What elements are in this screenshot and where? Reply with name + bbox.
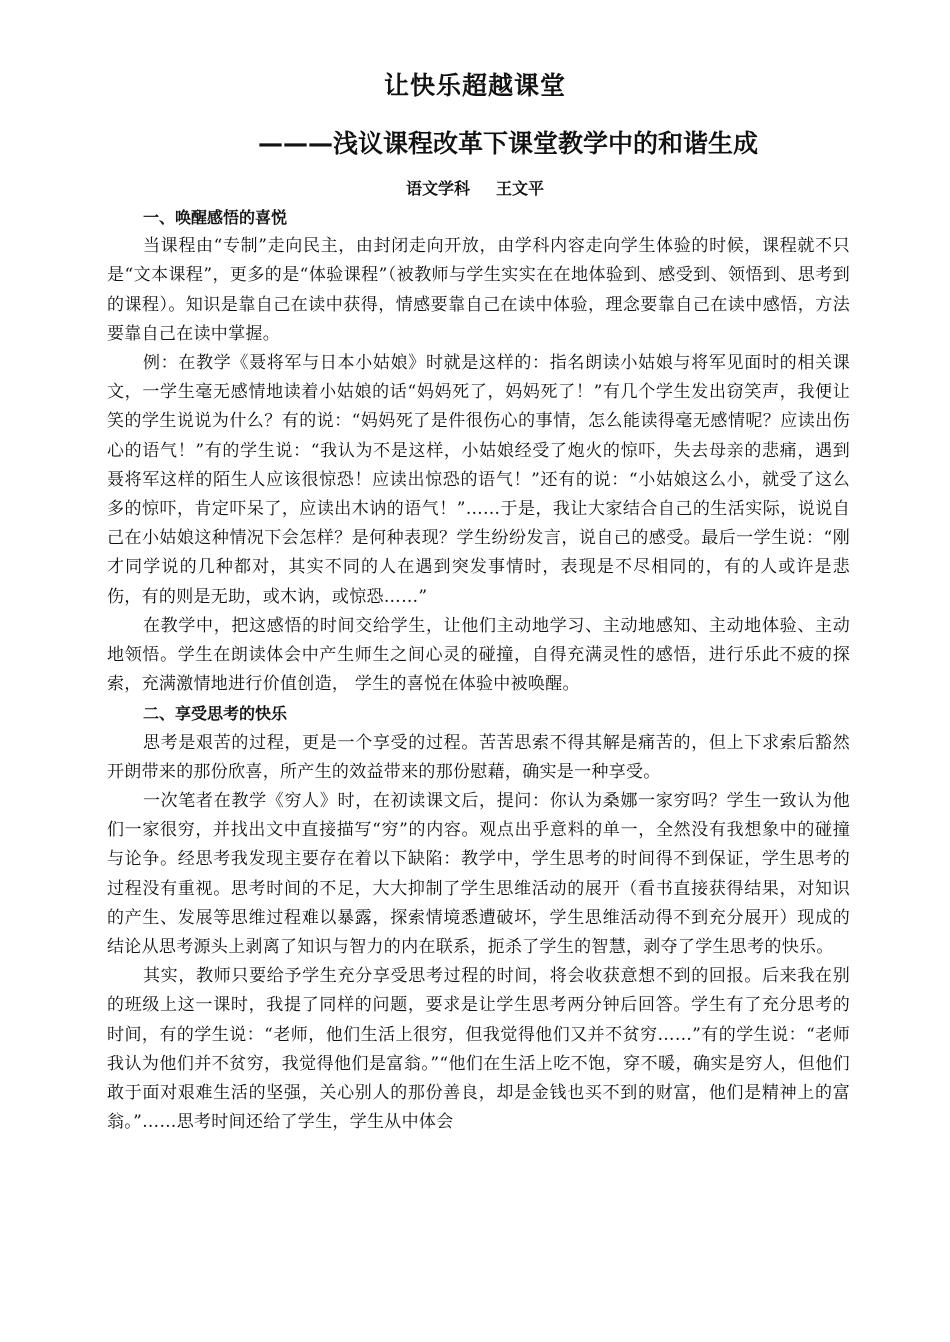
author-subject: 语文学科 xyxy=(405,179,470,198)
section-2-paragraph-1: 思考是艰苦的过程，更是一个享受的过程。苦苦思索不得其解是痛苦的，但上下求索后豁然开朗带来的那份欣喜，所产生的效益带来的那份慰藉，确实是一种享受。 xyxy=(107,732,850,782)
document-subtitle: ———浅议课程改革下课堂教学中的和谐生成 xyxy=(258,129,759,158)
section-heading-1: 一、唤醒感悟的喜悦 xyxy=(143,208,288,227)
section-1-paragraph-2: 例：在教学《聂将军与日本小姑娘》时就是这样的：指名朗读小姑娘与将军见面时的相关课文，一学生毫无感情地读着小姑娘的话“妈妈死了，妈妈死了！”有几个学生发出窃笑声，我便让笑的学生说说为什么？有的说：“妈妈死了是件很伤心的事情，怎么能读得毫无感情呢？应读出伤心的语气！”有的学生说：“我认为不是这样，小姑娘经受了炮火的惊吓，失去母亲的悲痛，遇到聂将军这样的陌生人应该很惊恐！应读出惊恐的语气！”还有的说：“小姑娘这么小，就受了这么多的惊吓，肯定吓呆了，应读出木讷的语气！”……于是，我让大家结合自己的生活实际，说说自己在小姑娘这种情况下会怎样？是何种表现？学生纷纷发言，说自己的感受。最后一学生说：“刚才同学说的几种都对，其实不同的人在遇到突发事情时，表现是不尽相同的，有的人或许是悲伤，有的则是无助，或木讷，或惊恐……” xyxy=(107,353,850,607)
author-line xyxy=(0,177,950,201)
document-title: 让快乐超越课堂 xyxy=(383,71,566,100)
document-body xyxy=(107,203,850,1138)
section-heading-2: 二、享受思考的快乐 xyxy=(143,704,288,724)
section-2-paragraph-2: 一次笔者在教学《穷人》时，在初读课文后，提问：你认为桑娜一家穷吗？学生一致认为他们一家很穷，并找出文中直接描写“穷”的内容。观点出乎意料的单一，全然没有我想象中的碰撞与论争。经思考我发现主要存在着以下缺陷：教学中，学生思考的时间得不到保证，学生思考的过程没有重视。思考时间的不足，大大抑制了学生思维活动的展开（看书直接获得结果，对知识的产生、发展等思维过程难以暴露，探索情境悉遭破坏，学生思维活动得不到充分展开）现成的结论从思考源头上剥离了知识与智力的内在联系，扼杀了学生的智慧，剥夺了学生思考的快乐。 xyxy=(107,791,850,958)
author-name: 王文平 xyxy=(496,179,545,198)
section-1-paragraph-3: 在教学中，把这感悟的时间交给学生，让他们主动地学习、主动地感知、主动地体验、主动地领悟。学生在朗读体会中产生师生之间心灵的碰撞，自得充满灵性的感悟，进行乐此不疲的探索，充满激情地进行价值创造， 学生的喜悦在体验中被唤醒。 xyxy=(107,615,850,695)
section-1-paragraph-1: 当课程由“专制”走向民主，由封闭走向开放，由学科内容走向学生体验的时候，课程就不只是“文本课程”，更多的是“体验课程”（被教师与学生实实在在地体验到、感受到、领悟到、思考到的课程）。知识是靠自己在读中获得，情感要靠自己在读中体验，理念要靠自己在读中感悟，方法要靠自己在读中掌握。 xyxy=(107,236,850,344)
section-2-paragraph-3: 其实，教师只要给予学生充分享受思考过程的时间，将会收获意想不到的回报。后来我在别的班级上这一课时，我提了同样的问题，要求是让学生思考两分钟后回答。学生有了充分思考的时间，有的学生说：“老师，他们生活上很穷，但我觉得他们又并不贫穷……”有的学生说：“老师我认为他们并不贫穷，我觉得他们是富翁。”“他们在生活上吃不饱，穿不暖，确实是穷人，但他们敢于面对艰难生活的坚强，关心别人的那份善良，却是金钱也买不到的财富，他们是精神上的富翁。”……思考时间还给了学生，学生从中体会 xyxy=(107,966,850,1133)
